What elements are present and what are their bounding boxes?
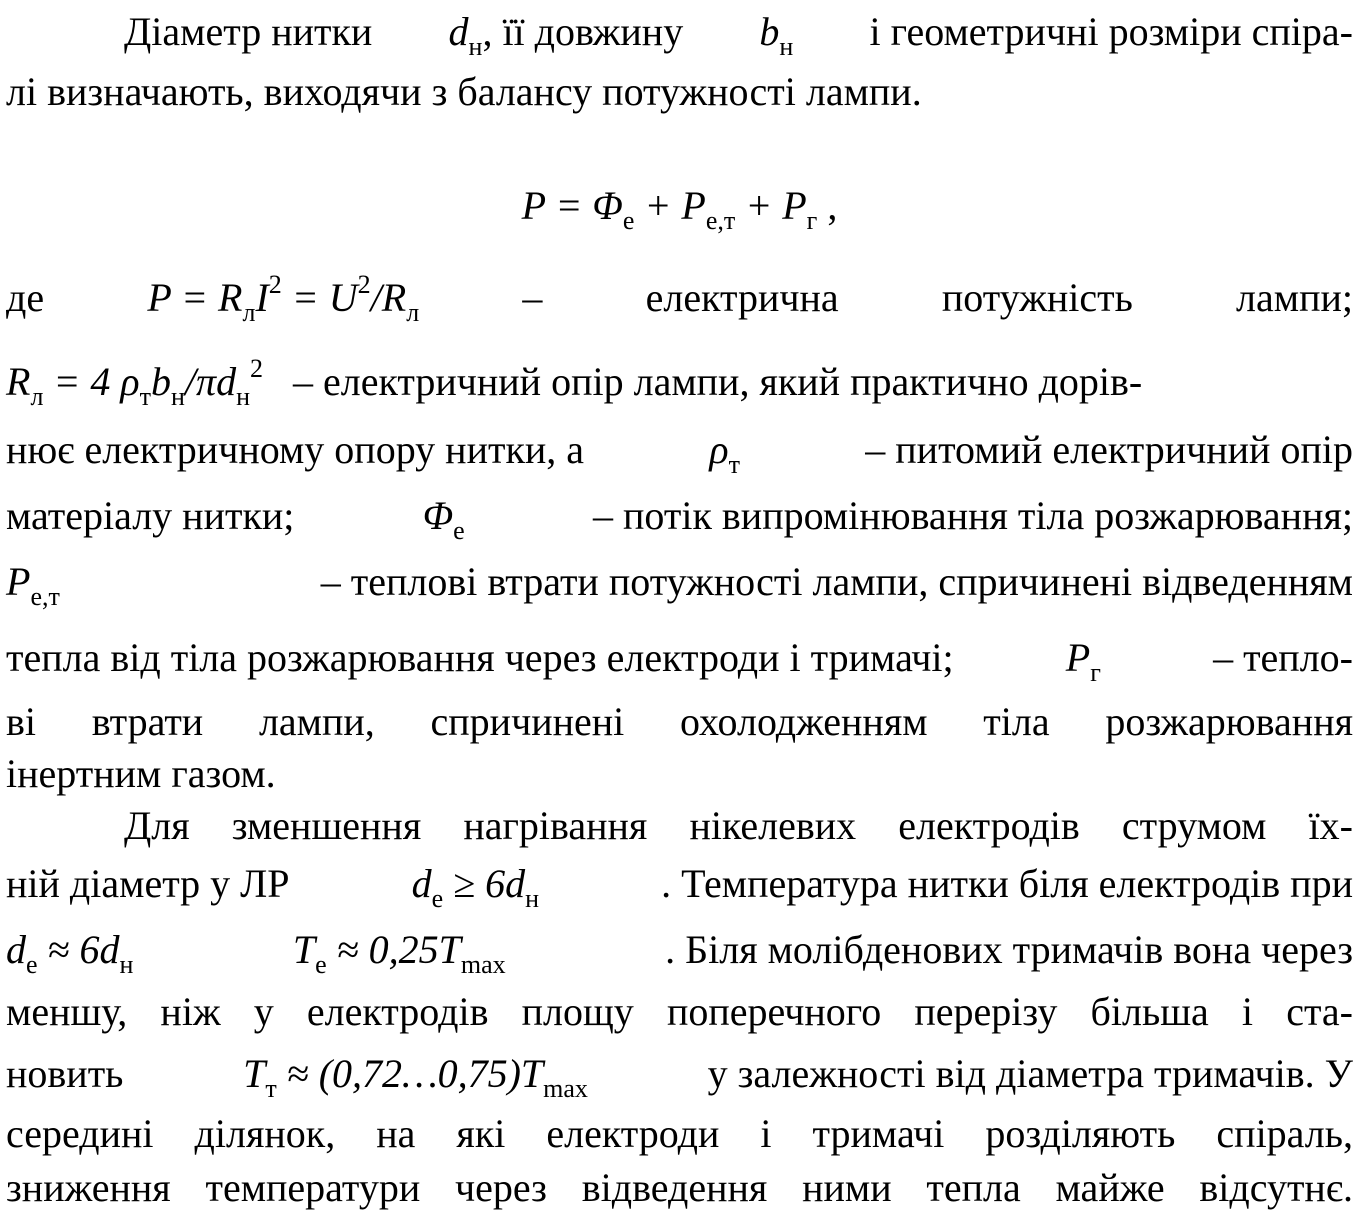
text-segment: Діаметр нитки xyxy=(124,9,373,54)
formula-de-ge: $d_е \ge 6d_н$ xyxy=(411,861,540,913)
text-segment: електрична xyxy=(645,275,839,320)
text-segment: тепла від тіла розжарювання через електроди і тримачі; xyxy=(6,635,954,680)
formula-phi: $\Phi_е$ xyxy=(422,493,465,545)
text-segment: лампи; xyxy=(1236,275,1353,320)
text-segment: . Біля молібденових тримачів вона через xyxy=(665,927,1353,972)
text-segment: – xyxy=(522,275,543,320)
text-segment: . Температура нитки біля електродів при xyxy=(661,861,1353,906)
para2-line4 xyxy=(6,486,1353,546)
text-segment: де xyxy=(6,275,45,320)
para3-line3 xyxy=(6,920,1353,980)
text-segment: – тепло- xyxy=(1213,635,1353,680)
text-segment: – потік випромінювання тіла розжарювання; xyxy=(593,493,1353,538)
para2-line7: ві втрати лампи, спричинені охолодженням тіла розжарювання xyxy=(6,699,1353,744)
formula-dn: $d_н$, її довжину xyxy=(448,9,684,61)
formula-te: $T_е \approx 0,25T_{max}$ xyxy=(292,927,506,979)
text-segment: – електричний опір лампи, який практично дорів- xyxy=(293,359,1143,404)
para2-line2 xyxy=(6,352,1353,412)
para2-line1 xyxy=(6,268,1353,328)
para1-line2: лі визначають, виходячи з балансу потужності лампи. xyxy=(6,69,922,114)
text-segment: нює електричному опору нитки, а xyxy=(6,427,585,472)
para2-line8: інертним газом. xyxy=(6,751,276,796)
formula-electric-power: $P = R_лI^2 = U^2/R_л$ xyxy=(147,270,420,327)
text-segment: матеріалу нитки; xyxy=(6,493,295,538)
para3-line6: середині ділянок, на які електроди і тримачі розділяють спіраль, xyxy=(6,1111,1353,1156)
para1-line1 xyxy=(6,2,1353,62)
text-segment: новить xyxy=(6,1051,124,1096)
para3-line7: зниження температури через відведення ними тепла майже відсутнє. xyxy=(6,1165,1353,1210)
formula-resistance: $R_л = 4$ $\rho_тb_н/\pi d_н^2$ xyxy=(6,354,263,411)
para3-line2 xyxy=(6,854,1353,914)
para2-line6 xyxy=(6,628,1353,688)
text-segment: – теплові втрати потужності лампи, спричинені відведенням xyxy=(320,559,1353,604)
text-segment: у залежності від діаметра тримачів. У xyxy=(707,1051,1353,1096)
formula-rho: $\rho_т$ xyxy=(709,427,740,479)
para3-line4: меншу, ніж у електродів площу поперечного перерізу більша і ста- xyxy=(6,989,1353,1034)
formula-power-balance: $P = \Phi_е + P_{е,т} + P_г$ , xyxy=(521,183,838,235)
text-segment: – питомий електричний опір xyxy=(865,427,1353,472)
text-segment: ній діаметр у ЛР xyxy=(6,861,290,906)
formula-pet: $P_{е,т}$ xyxy=(6,559,60,611)
formula-pg: $P_г$ xyxy=(1065,635,1101,687)
para2-line5 xyxy=(6,552,1353,612)
formula-bn: $b_н$ xyxy=(759,9,794,61)
formula-de-approx: $d_е \approx 6d_н$ xyxy=(6,927,134,979)
para3-line5 xyxy=(6,1044,1353,1104)
para2-line3 xyxy=(6,420,1353,480)
text-segment: потужність xyxy=(941,275,1133,320)
para3-line1: Для зменшення нагрівання нікелевих електродів струмом їх- xyxy=(124,803,1353,848)
formula-tt: $T_т$ ≈ $(0,72\dots 0,75)T_{max}$ xyxy=(243,1051,588,1103)
text-segment: і геометричні розміри спіра- xyxy=(869,9,1353,54)
